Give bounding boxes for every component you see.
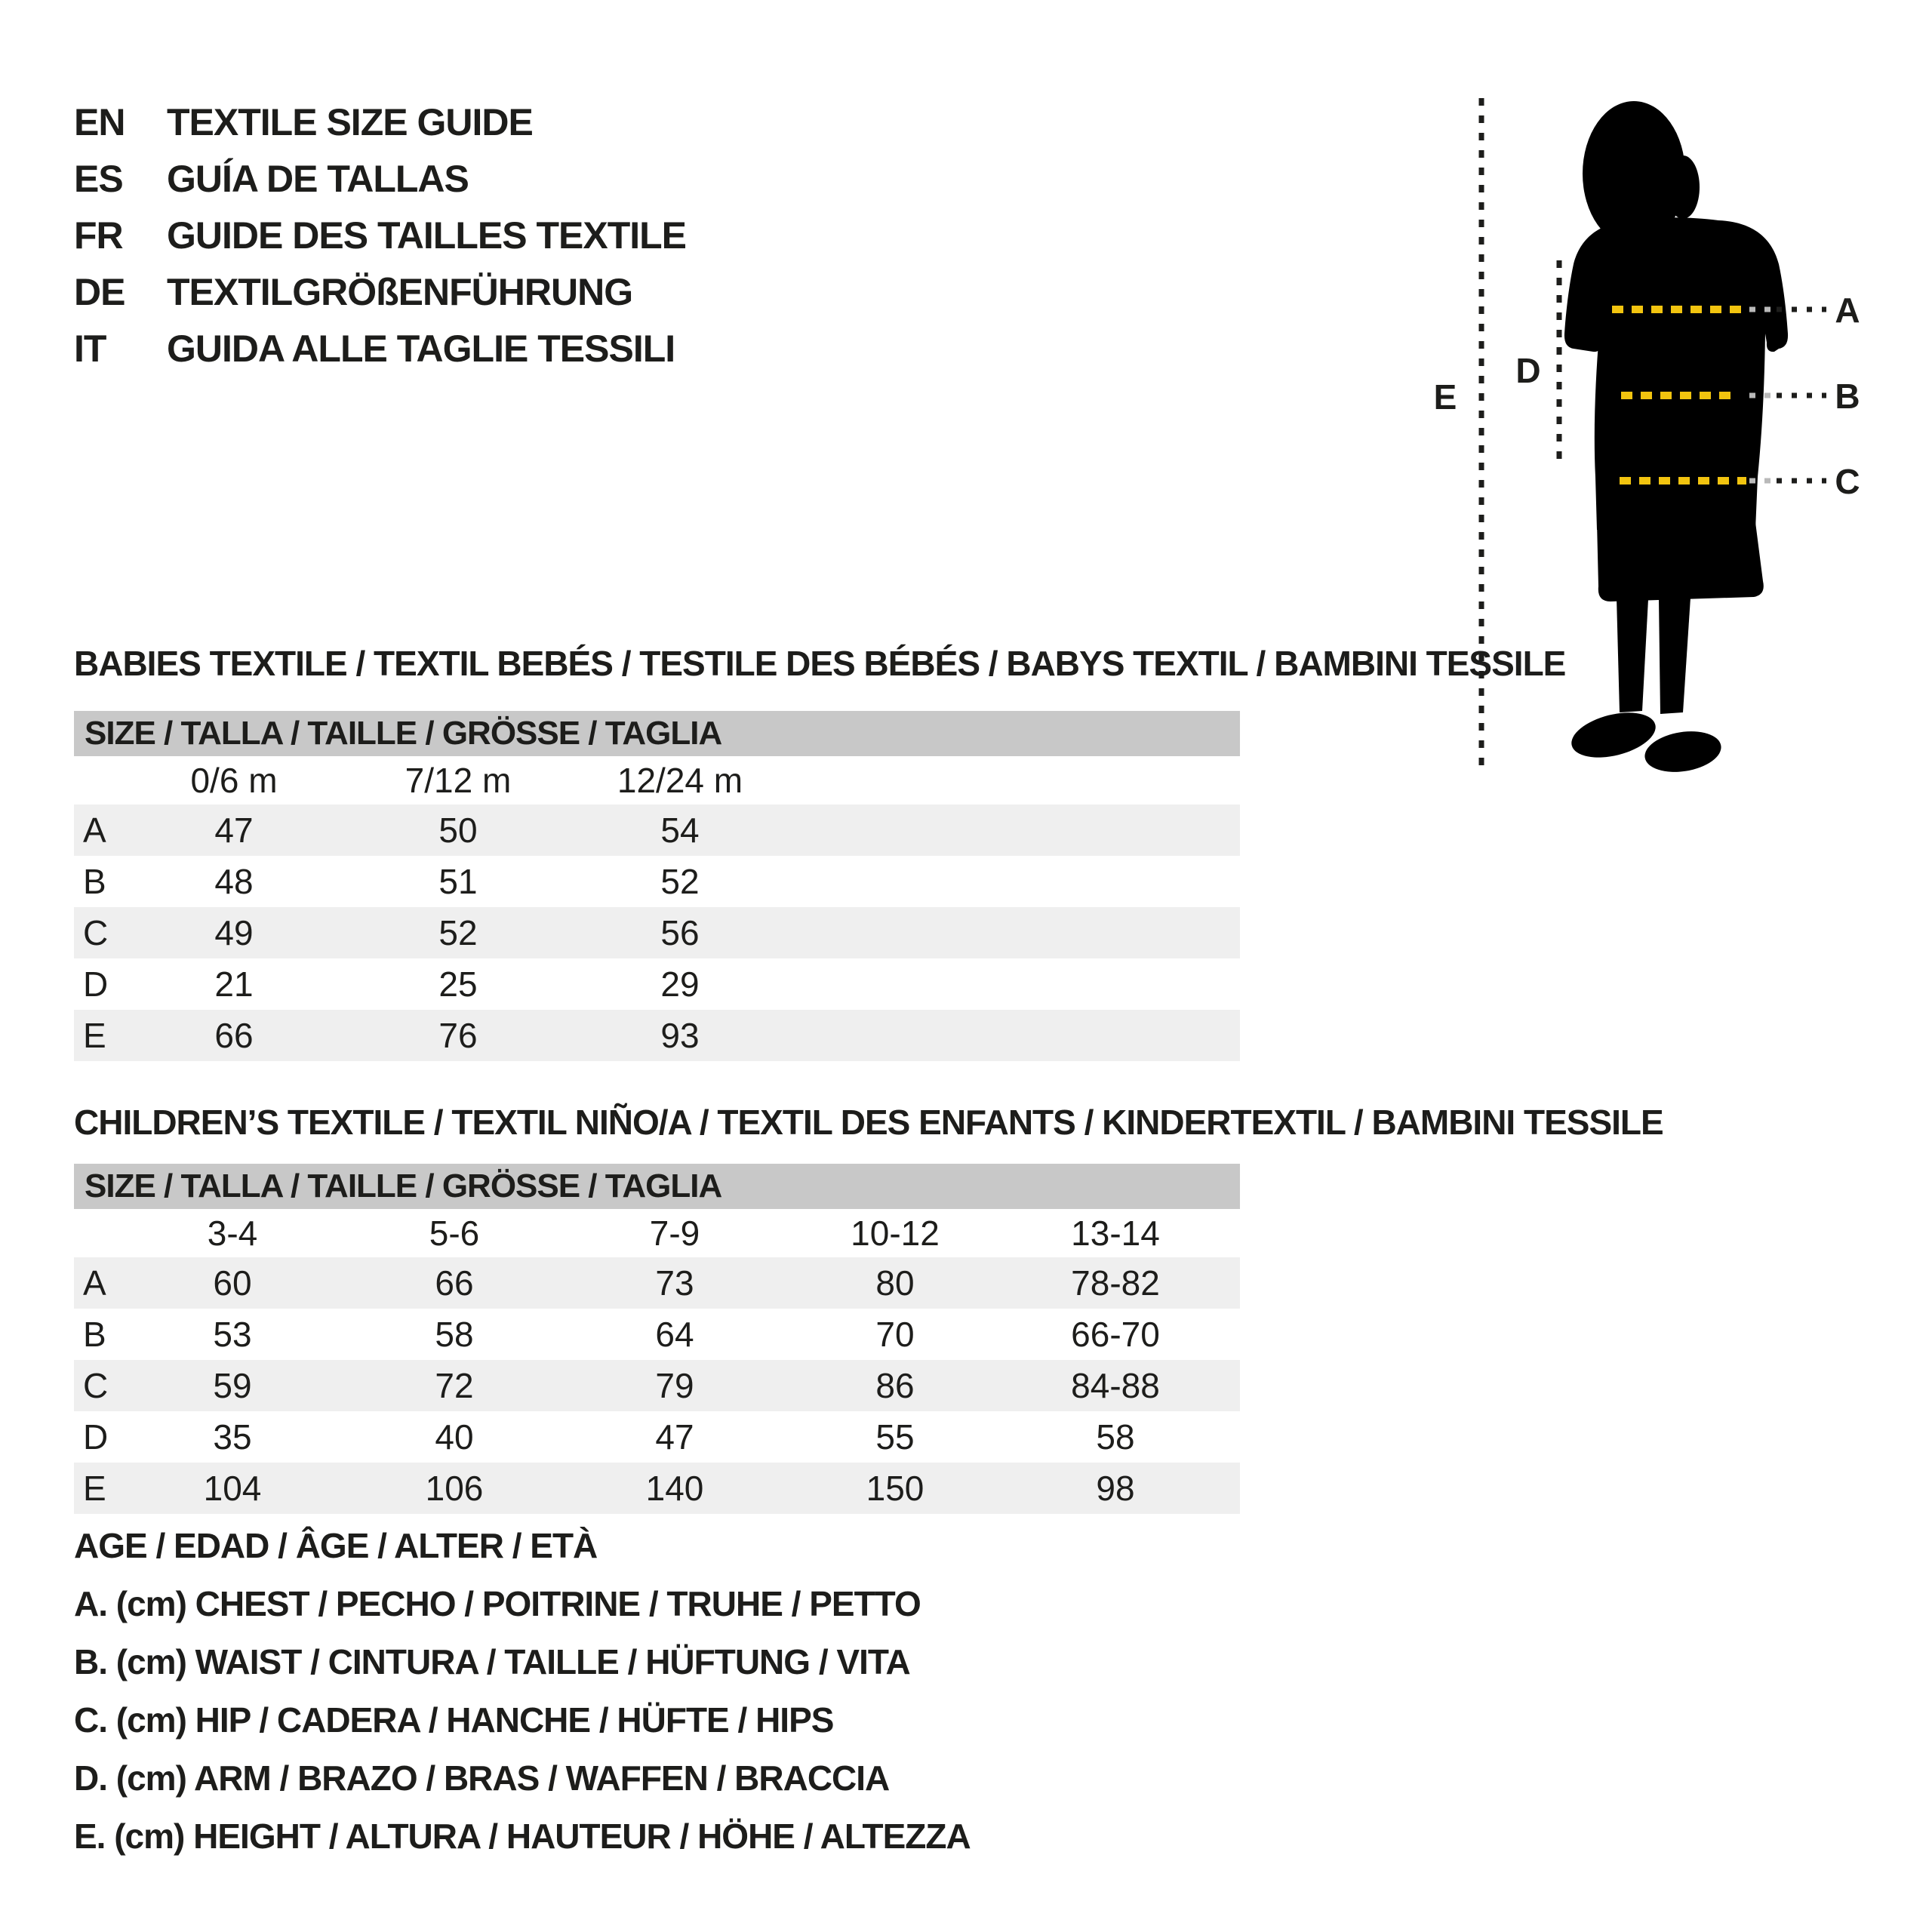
table-cell: 66 (435, 1263, 474, 1303)
table-cell: 98 (1096, 1469, 1135, 1508)
table-cell: 73 (655, 1263, 694, 1303)
table-cell: 40 (435, 1417, 474, 1457)
legend-arm-d: D. (cm) ARM / BRAZO / BRAS / WAFFEN / BRACCIA (74, 1758, 890, 1798)
table-row (74, 856, 1240, 907)
table-cell: 49 (214, 913, 254, 952)
measurement-figure (1419, 60, 1887, 823)
column-header: 12/24 m (617, 761, 743, 800)
table-row (74, 1010, 1240, 1061)
silhouette-shorts (1597, 522, 1764, 601)
table-cell: 60 (213, 1263, 252, 1303)
table-cell: 72 (435, 1366, 474, 1405)
table-cell: 140 (645, 1469, 704, 1508)
table-cell: 29 (660, 964, 700, 1004)
child-silhouette (1564, 101, 1788, 777)
legend-age: AGE / EDAD / ÂGE / ALTER / ETÀ (74, 1526, 598, 1565)
lang-code: EN (74, 101, 125, 143)
table-cell: 79 (655, 1366, 694, 1405)
table-row (74, 907, 1240, 958)
table-cell: 80 (875, 1263, 915, 1303)
babies-size-bar: SIZE / TALLA / TAILLE / GRÖSSE / TAGLIA (74, 711, 1240, 756)
table-cell: 50 (438, 811, 478, 850)
lang-title: TEXTILGRÖßENFÜHRUNG (167, 271, 633, 313)
lang-code: ES (74, 158, 123, 200)
legend-chest-a: A. (cm) CHEST / PECHO / POITRINE / TRUHE / PETTO (74, 1584, 921, 1623)
label-d: D (1515, 351, 1541, 390)
table-row (74, 1360, 1240, 1411)
table-cell: 104 (203, 1469, 262, 1508)
legend-hip-c: C. (cm) HIP / CADERA / HANCHE / HÜFTE / HIPS (74, 1700, 834, 1740)
lang-title: GUIDA ALLE TAGLIE TESSILI (167, 328, 675, 370)
table-row (74, 1411, 1240, 1463)
lang-title: GUIDE DES TAILLES TEXTILE (167, 214, 687, 257)
silhouette-leg-left (1617, 598, 1648, 712)
table-row (74, 958, 1240, 1010)
legend-waist-b: B. (cm) WAIST / CINTURA / TAILLE / HÜFTUNG / VITA (74, 1642, 910, 1681)
column-header: 3-4 (207, 1214, 258, 1253)
label-a: A (1835, 291, 1860, 330)
lang-code: DE (74, 271, 125, 313)
table-row (74, 1463, 1240, 1514)
table-cell: 66 (214, 1016, 254, 1055)
table-cell: 70 (875, 1315, 915, 1354)
table-cell: 150 (866, 1469, 924, 1508)
lang-row-es (74, 156, 469, 202)
table-cell: 84-88 (1071, 1366, 1160, 1405)
row-label: D (83, 1417, 109, 1457)
table-cell: 35 (213, 1417, 252, 1457)
row-label: E (83, 1016, 106, 1055)
table-cell: 54 (660, 811, 700, 850)
row-label: E (83, 1469, 106, 1508)
table-cell: 106 (425, 1469, 484, 1508)
table-cell: 76 (438, 1016, 478, 1055)
table-cell: 66-70 (1071, 1315, 1160, 1354)
table-cell: 48 (214, 862, 254, 901)
lang-title: TEXTILE SIZE GUIDE (167, 101, 533, 143)
table-cell: 93 (660, 1016, 700, 1055)
table-cell: 53 (213, 1315, 252, 1354)
table-cell: 51 (438, 862, 478, 901)
label-c: C (1835, 462, 1860, 501)
table-cell: 52 (660, 862, 700, 901)
babies-section-title: BABIES TEXTILE / TEXTIL BEBÉS / TESTILE DES BÉBÉS / BABYS TEXTIL / BAMBINI TESSILE (74, 644, 1566, 683)
table-cell: 78-82 (1071, 1263, 1160, 1303)
column-header: 0/6 m (190, 761, 278, 800)
row-label: A (83, 1263, 106, 1303)
silhouette-leg-right (1659, 598, 1690, 714)
lang-code: FR (74, 214, 123, 257)
label-e: E (1433, 377, 1457, 417)
column-header: 7-9 (649, 1214, 700, 1253)
silhouette-hair (1666, 155, 1700, 219)
column-header: 5-6 (429, 1214, 480, 1253)
table-cell: 58 (435, 1315, 474, 1354)
lang-code: IT (74, 328, 106, 370)
lang-row-it (74, 326, 675, 371)
label-b: B (1835, 377, 1860, 416)
table-row (74, 804, 1240, 856)
table-cell: 64 (655, 1315, 694, 1354)
lang-row-de (74, 269, 632, 315)
row-label: C (83, 913, 109, 952)
column-header: 13-14 (1071, 1214, 1160, 1253)
table-cell: 52 (438, 913, 478, 952)
legend-height-e: E. (cm) HEIGHT / ALTURA / HAUTEUR / HÖHE / ALTEZZA (74, 1817, 971, 1856)
measurement-legend (74, 1517, 971, 1866)
lang-title: GUÍA DE TALLAS (167, 158, 469, 200)
table-cell: 56 (660, 913, 700, 952)
table-row (74, 1309, 1240, 1360)
row-label: A (83, 811, 106, 850)
table-cell: 86 (875, 1366, 915, 1405)
table-cell: 58 (1096, 1417, 1135, 1457)
column-header: 10-12 (851, 1214, 940, 1253)
table-cell: 47 (214, 811, 254, 850)
lang-row-en (74, 100, 533, 145)
table-row (74, 1257, 1240, 1309)
table-cell: 59 (213, 1366, 252, 1405)
babies-column-header-row (74, 756, 1240, 804)
table-cell: 25 (438, 964, 478, 1004)
table-cell: 21 (214, 964, 254, 1004)
row-label: C (83, 1366, 109, 1405)
row-label: B (83, 1315, 106, 1354)
children-column-header-row (74, 1209, 1240, 1257)
table-cell: 55 (875, 1417, 915, 1457)
lang-row-fr (74, 213, 686, 258)
column-header: 7/12 m (405, 761, 512, 800)
table-cell: 47 (655, 1417, 694, 1457)
children-size-bar: SIZE / TALLA / TAILLE / GRÖSSE / TAGLIA (74, 1164, 1240, 1209)
row-label: D (83, 964, 109, 1004)
silhouette-shoe-right (1642, 726, 1724, 777)
row-label: B (83, 862, 106, 901)
children-section-title: CHILDREN’S TEXTILE / TEXTIL NIÑO/A / TEXTIL DES ENFANTS / KINDERTEXTIL / BAMBINI TESSILE (74, 1103, 1663, 1142)
